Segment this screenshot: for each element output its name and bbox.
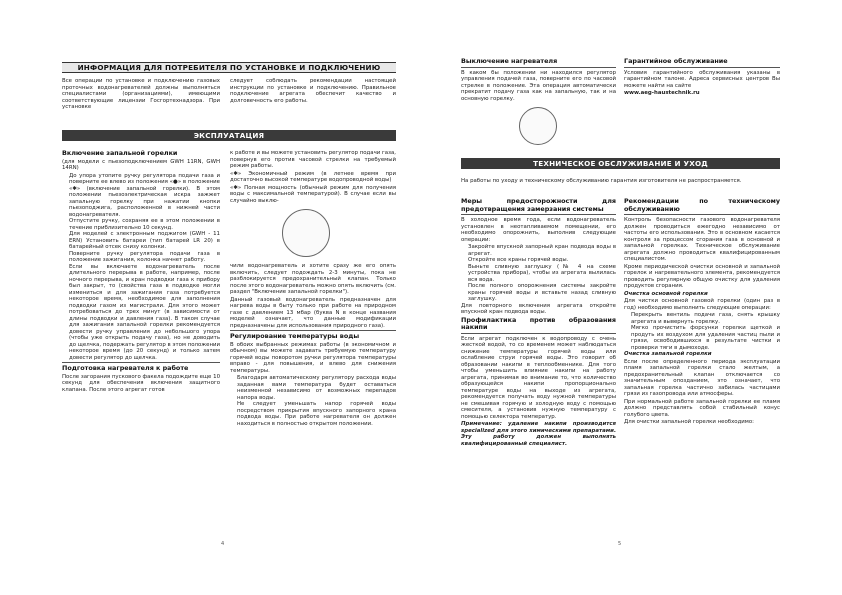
restart-paragraph: чили водонагреватель и хотите сразу же его опять включить, следует подождать 2-3 минуты, пока не разблокируется предохранительный клапан. Только после этого водонагреватель можно опять включить (см. раздел "Включение запальной горелки"). <box>230 263 396 295</box>
frost-paragraph-2: Для повторного включения агрегата откройте впускной кран подвода воды. <box>461 302 616 315</box>
list-item: • Не следует уменьшать напор горячей воды посредством прикрытия впускного запорного крана подвода воды. При работе нагревателя он должен находиться в полностью открытом положении. <box>237 401 396 427</box>
gas-paragraph: Данный газовый водонагреватель предназначен для нагрева воды в быту только при работе на природном газе с давлением 13 мбар (буква N в конце названия моделей означает, что данные модификации предназначены для использования природного газа). <box>230 296 396 329</box>
frost-paragraph: В холодное время года, если водонагреватель установлен в неотапливаемом помещении, его необходимо опорожнить, выполнив следующие операции: <box>461 217 616 243</box>
page-number-right: 5 <box>618 541 622 547</box>
prep-title: Подготовка нагревателя к работе <box>62 364 189 372</box>
mode-paragraph: к работе и вы можете установить регулятор подачи газа, повернув его против часовой стрелки на требуемый режим работы. <box>230 150 396 169</box>
maintenance-paragraph-2: Кроме периодической очистки основной и запальной горелок и нагревательного элемента, рекомендуется проводить регулярную общую очистку для удаления продуктов сгорания. <box>624 263 780 289</box>
list-item: • Благодаря автоматическому регулятору расхода воды заданная вами температура будет оставаться неизменной независимо от возможных перепадов напора воды. <box>237 375 396 401</box>
main-burner-title: Очистка основной горелки <box>624 290 708 297</box>
info-banner: ИНФОРМАЦИЯ ДЛЯ ПОТРЕБИТЕЛЯ ПО УСТАНОВКЕ И ПОДКЛЮЧЕНИЮ <box>62 62 396 73</box>
warranty-link[interactable]: www.aeg-haustechnik.ru <box>624 90 700 96</box>
list-item: • Мягко прочистить форсунки горелки щеткой и продуть их воздухом для удаления частиц пыли и грязи, освободившихся в результате чистки и проверки тяги в дымоходе. <box>631 325 780 351</box>
section-divider <box>624 214 780 215</box>
maintenance-section <box>624 198 780 538</box>
maintenance-title: Рекомендации по техническому обслуживанию <box>624 198 780 213</box>
mode-section <box>230 150 396 536</box>
eco-mode-text: «✱» Экономичный режим (в летнее время при достаточно высокой температуре водопроводной воды) <box>230 170 396 183</box>
prep-paragraph: После загорания пускового факела подождите еще 10 секунд для обеспечения включения защитного клапана. После этого агрегат готов <box>62 373 220 393</box>
list-item: • Откройте все краны горячей воды. <box>468 257 616 264</box>
pilot-subtitle: (для модели с пьезоподключением GWH 11RN, GWH 14RN) <box>62 158 220 171</box>
operation-banner: ЭКСПЛУАТАЦИЯ <box>62 130 396 141</box>
maintenance-paragraph: Контроль безопасности газового водонагревателя должен проводиться ежегодно независимо от частоты его использования. Это в основном касается контроля за процессом сгорания газа в основной и запальной горелках. Техническое обслуживание агрегата должно проводиться квалифицированным специалистом. <box>624 217 780 262</box>
shutdown-paragraph: В каком бы положении ни находился регулятор управления подачей газа, поверните его по часовой стрелке в положение. Эта операция автоматически прекратит подачу газа как на запальную, так и на основную горелку. <box>461 69 616 102</box>
full-power-text: «✱» Полная мощность (обычный режим для получения воды с максимальной температурой). В случае если вы случайно выклю- <box>230 184 396 204</box>
regulation-paragraph: В обоих выбранных режимах работы (в экономичном и обычном) вы можете задавать требуемую температуру горячей воды поворотом ручки регулятора температуры вправо - для повышения, и влево для снижения температуры. <box>230 341 396 374</box>
tech-intro-paragraph: На работы по уходу и техническому обслуживанию гарантия изготовителя не распространяется. <box>461 178 742 184</box>
info-paragraph-1: Все операции по установке и подключению газовых проточных водонагревателей должны выполняться специалистами (организациями), имеющими соответствующие лицензии Госгортехнадзора. При установке <box>62 78 220 110</box>
pilot-clean-paragraph-3: Для очистки запальной горелки необходимо: <box>624 419 754 425</box>
shutdown-title: Выключение нагревателя <box>461 58 558 65</box>
pilot-clean-paragraph-2: При нормальной работе запальной горелки ее пламя должно представлять собой стабильный конус голубого цвета. <box>624 398 780 418</box>
regulator-knob-icon <box>282 209 330 257</box>
pilot-clean-title: Очистка запальной горелки <box>624 351 712 357</box>
scale-title: Профилактика против образования накипи <box>461 315 616 331</box>
section-divider <box>624 67 780 68</box>
off-knob-icon <box>519 107 557 145</box>
list-item: • После полного опорожнения системы закройте краны горячей воды и вставьте назад сливную заглушку. <box>468 283 616 303</box>
list-item: • Перекрыть вентиль подачи газа, снять крышку агрегата и вывернуть горелку. <box>631 312 780 325</box>
frost-title: Меры предосторожности для предотвращения замерзания системы <box>461 198 616 213</box>
frost-list <box>461 244 616 303</box>
info-text-right <box>230 78 396 122</box>
main-burner-list <box>624 312 780 351</box>
off-knob-figure <box>461 103 616 147</box>
regulation-list <box>230 375 396 427</box>
knob-figure <box>230 205 396 263</box>
pilot-clean-paragraph: Если после определенного периода эксплуатации пламя запальной горелки стало желтым, а предохранительный клапан отключается со значительным опозданием, это означает, что запальная горелка частично забилась частицами грязи из газопровода или атмосферы. <box>624 358 780 397</box>
main-burner-paragraph: Для чистки основной газовой горелки (один раз в год) необходимо выполнить следующие операции: <box>624 298 780 311</box>
list-item: • Поверните ручку регулятора подачи газа в положение зажигания, колонка начнет работу. <box>69 251 220 264</box>
info-text-left <box>62 78 220 122</box>
section-divider <box>461 214 616 215</box>
frost-section <box>461 198 616 538</box>
regulation-title: Регулирование температуры воды <box>230 332 360 340</box>
warranty-section <box>624 58 780 128</box>
info-paragraph-2: следует соблюдать рекомендации настоящей инструкции по установке и подключению. Правильное подключение агрегата обеспечит качество и долговечность его работы. <box>230 78 396 104</box>
scale-paragraph: Если агрегат подключен к водопроводу с очень жесткой водой, то со временем может наблюдаться снижение температуры горячей воды или ослабление струи горячей воды. Это говорит об образовании накипи в теплообменнике. Для того чтобы уменьшить влияние накипи на работу агрегата, принимая во внимание то, что количество образующейся накипи пропорционально температуре воды на выходе из агрегата, рекомендуется получать воду нужной температуры не смешивая горячую и холодную воду с помощью смесителя, а установив нужную температуру с помощью селектора температур. <box>461 335 616 420</box>
warranty-paragraph: Условия гарантийного обслуживания указаны в гарантийном талоне. Адреса сервисных центров Вы можете найти на сайте <box>624 69 780 89</box>
list-item: • Закройте впускной запорный кран подвода воды в агрегат. <box>468 244 616 257</box>
maintenance-banner: ТЕХНИЧЕСКОЕ ОБСЛУЖИВАНИЕ И УХОД <box>461 158 780 169</box>
pilot-title: Включение запальной горелки <box>62 150 178 157</box>
section-divider <box>230 330 396 331</box>
list-item: • Выньте сливную заглушку (№ 4 на схеме устройства прибора), чтобы из агрегата вылилась вся вода. <box>468 264 616 284</box>
section-divider <box>461 333 616 334</box>
warranty-title: Гарантийное обслуживание <box>624 58 728 65</box>
list-item: • Если вы включаете водонагреватель после длительного перерыва в работе, например, после ночного перерыва, и кран подводки газа к прибору был закрыт, то (свойства газа в подводке могли измениться и для зажигания газа потребуется некоторое время, необходимое для заполнения подводки газом из магистрали. Для этого может потребоваться до трех минут (в зависимости от длины подводки и давления газа). В таком случае для зажигания запальной горелки рекомендуется довести ручку управления до небольшого упора (чтобы уже открыть подачу газа), но не доводить до щелчка, подержать регулятор в этом положении некоторое время (до 20 секунд) и только затем довести регулятор до щелчка. <box>69 264 220 362</box>
scale-note: Примечание: удаление накипи производится specialized для этого химическими препаратами. Эту работу должен выполнять квалифицированный специалист. <box>461 421 616 447</box>
pilot-section <box>62 150 220 536</box>
list-item: • Отпустите ручку, сохраняя ее в этом положении в течение приблизительно 10 секунд. <box>69 218 220 231</box>
list-item: • До упора утопите ручку регулятора подачи газа и поверните ее влево из положения «●» в положение «✱» (включение запальной горелки). В этом положении пьезоэлектрическая искра зажжет запальную горелку при нажатии кнопки пьезоподжига, расположенной в нижней части водонагревателя. <box>69 173 220 219</box>
pilot-list <box>62 173 220 362</box>
section-divider <box>461 67 616 68</box>
tech-intro <box>461 178 780 194</box>
list-item: • Для моделей с электронным поджигом (GWH - 11 ERN) Установить батареи (тип батарей LR 20) в батарейный отсек снизу колонки. <box>69 231 220 251</box>
section-divider <box>62 362 220 363</box>
page-number-left: 4 <box>221 541 225 547</box>
